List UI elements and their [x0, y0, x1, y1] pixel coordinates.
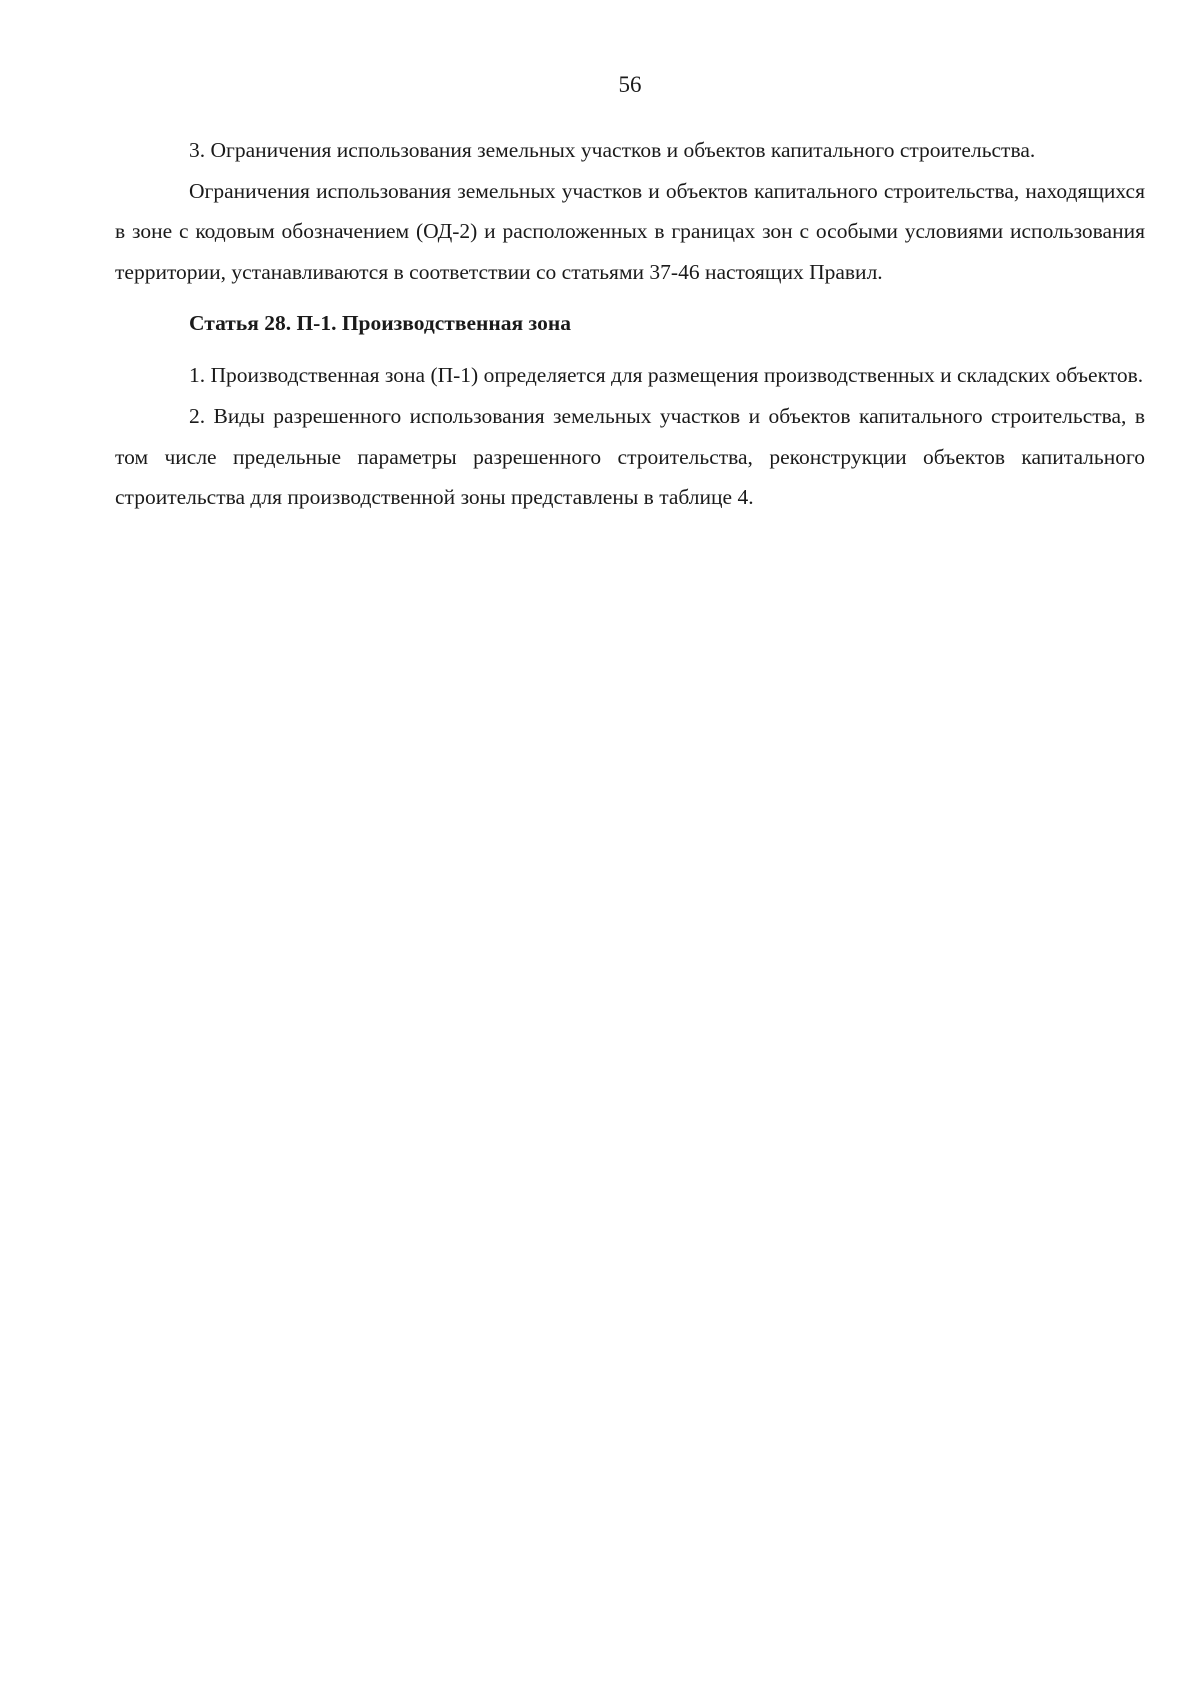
- paragraph-zone-definition: 1. Производственная зона (П-1) определяется для размещения производственных и складских объектов.: [189, 363, 1144, 388]
- document-body: [115, 130, 1145, 518]
- paragraph-restrictions-title: 3. Ограничения использования земельных участков и объектов капитального строительства.: [189, 138, 1036, 162]
- paragraph-permitted-uses: 2. Виды разрешенного использования земельных участков и объектов капитального строительства, в том числе предельные параметры разрешенного строительства, реконструкции объектов капитального строительства для производственной зоны представлены в таблице 4.: [115, 403, 1145, 510]
- paragraph-restrictions-text: Ограничения использования земельных участков и объектов капитального строительства, находящихся в зоне с кодовым обозначением (ОД-2) и расположенных в границах зон с особыми условиями использования территории, устанавливаются в соответствии со статьями 37-46 настоящих Правил.: [115, 178, 1145, 284]
- page-number: 56: [618, 72, 642, 97]
- article-heading: Статья 28. П-1. Производственная зона: [189, 311, 571, 336]
